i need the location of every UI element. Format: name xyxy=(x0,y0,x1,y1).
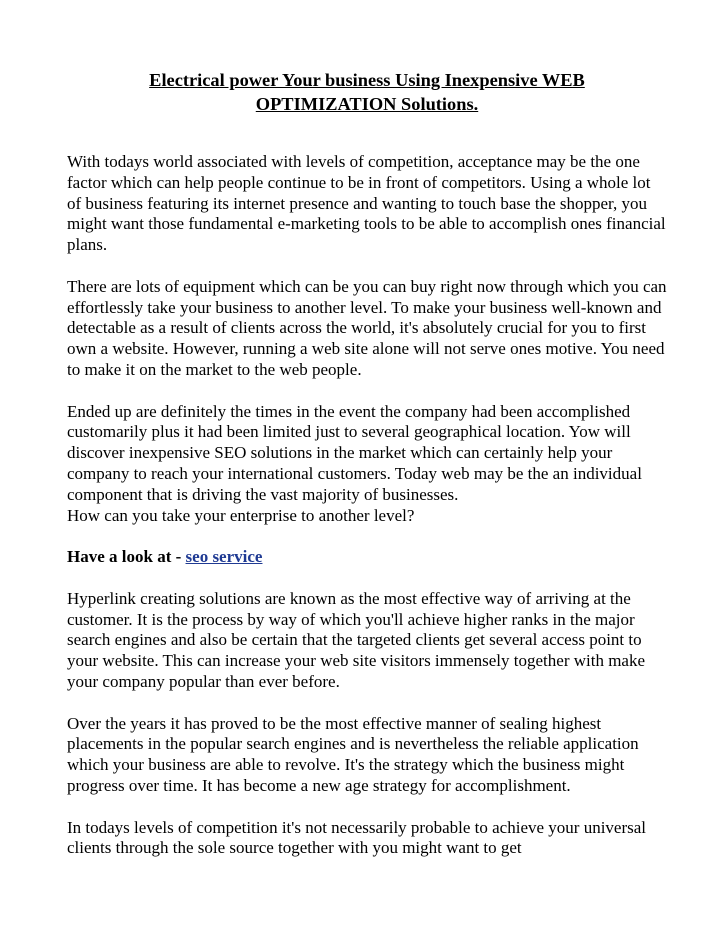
paragraph-2: There are lots of equipment which can be you can buy right now through which you can effortlessly take your business to another level. To make your business well-known and detectable as a result of clients across the world, it's absolutely crucial for you to first own a website. However, running a web site alone will not serve ones motive. You need to make it on the market to the web people. xyxy=(67,276,667,379)
paragraph-6: In todays levels of competition it's not necessarily probable to achieve your universal clients through the sole source together with you might want to get xyxy=(67,817,647,858)
paragraph-3: Ended up are definitely the times in the event the company had been accomplished customarily plus it had been limited just to several geographical location. Yow will discover inexpensive SEO solutions in the market which can certainly help your company to reach your international customers. Today web may be the an individual component that is driving the vast majority of businesses. xyxy=(67,401,642,504)
paragraph-5: Over the years it has proved to be the most effective manner of sealing highest placements in the popular search engines and is nevertheless the reliable application which your business are able to revolve. It's the strategy which the business might progress over time. It has become a new age strategy for accomplishment. xyxy=(67,713,639,795)
have-a-look-line xyxy=(67,547,667,568)
paragraph-1: With todays world associated with levels of competition, acceptance may be the one factor which can help people continue to be in front of competitors. Using a whole lot of business featuring its internet presence and wanting to touch base the shopper, you might want those fundamental e-marketing tools to be able to accomplish ones financial plans. xyxy=(67,152,666,255)
document-page xyxy=(67,68,667,859)
paragraph-3-question: How can you take your enterprise to another level? xyxy=(67,505,415,525)
document-title: Electrical power Your business Using Inexpensive WEB OPTIMIZATION Solutions. xyxy=(149,70,585,114)
seo-service-link[interactable]: seo service xyxy=(185,547,263,567)
have-a-look-prefix: Have a look at - xyxy=(67,547,186,567)
paragraph-4: Hyperlink creating solutions are known as the most effective way of arriving at the customer. It is the process by way of which you'll achieve higher ranks in the major search engines and also be certain that the targeted clients get several access point to your website. This can increase your web site visitors immensely together with make your company popular than ever before. xyxy=(67,588,646,691)
